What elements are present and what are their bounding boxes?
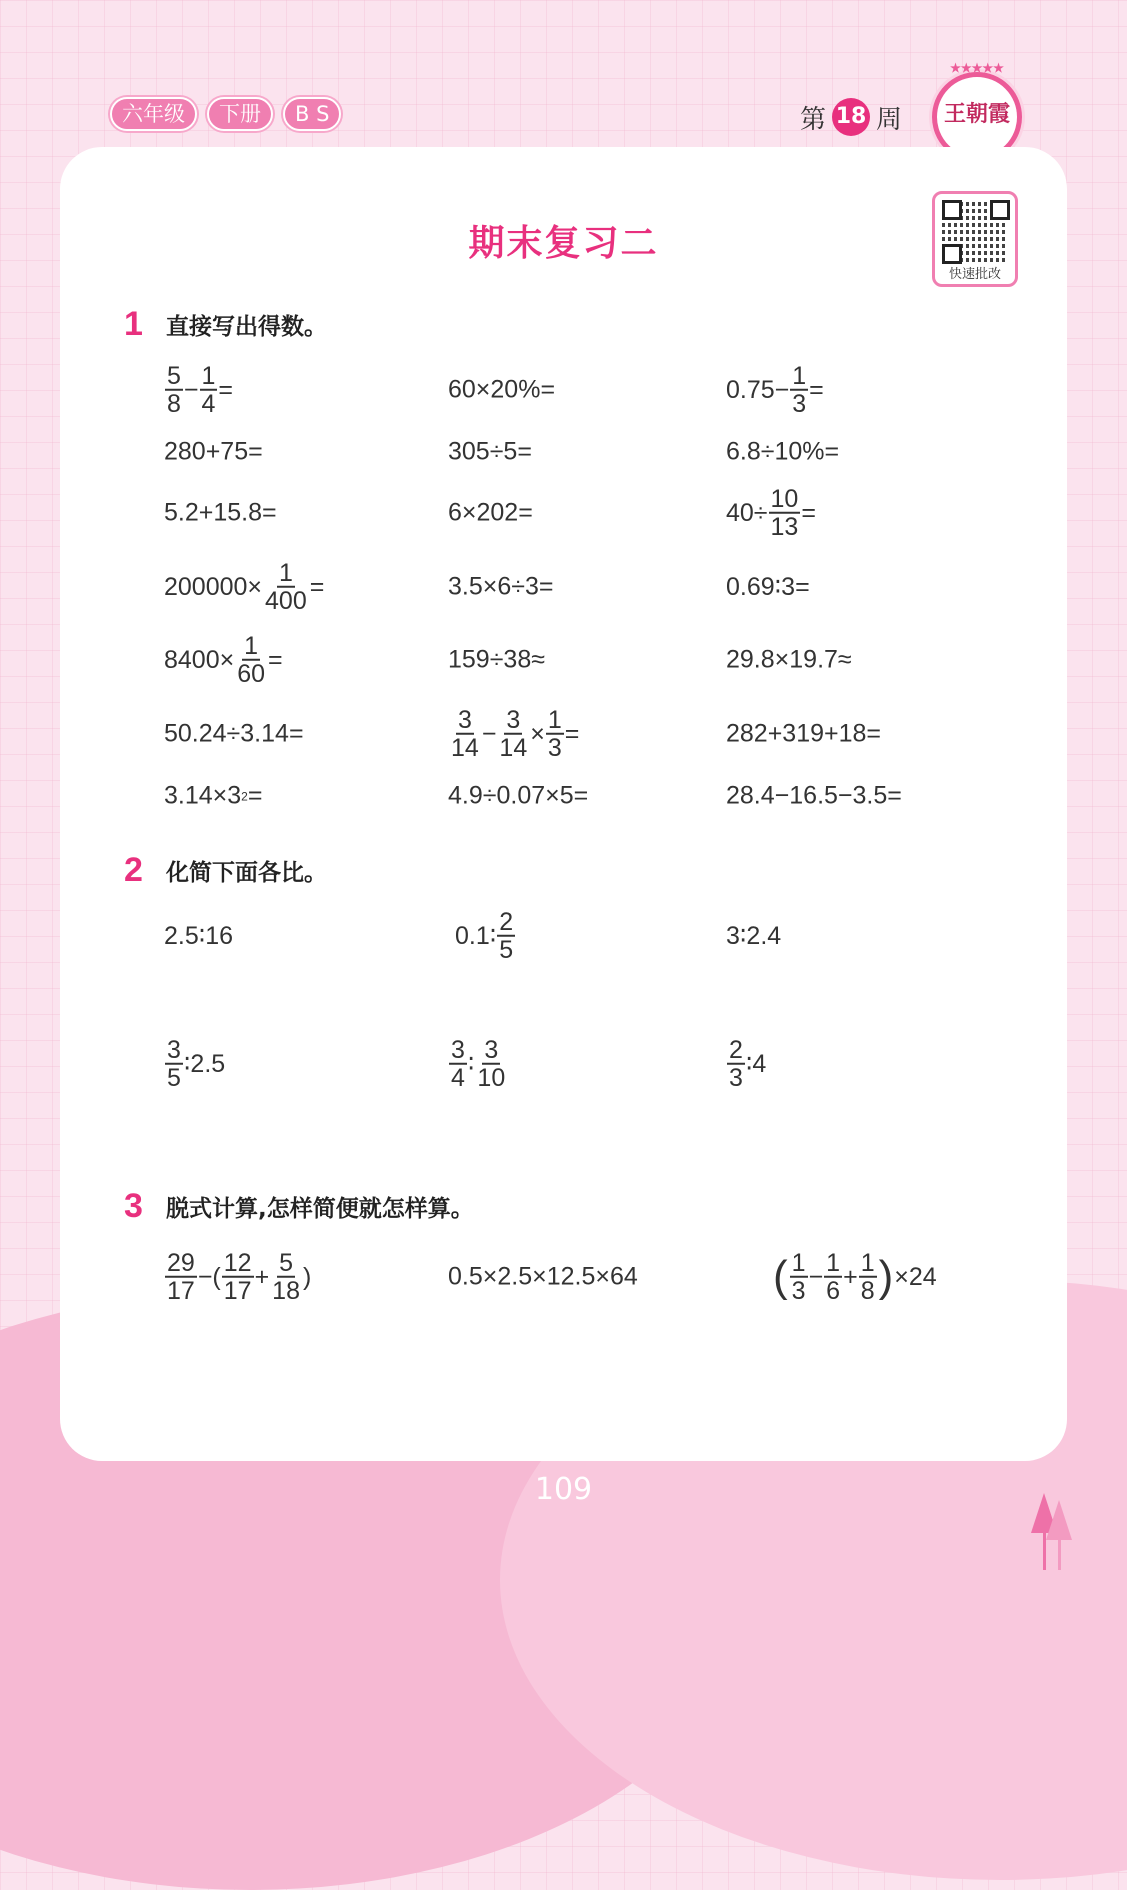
fraction: $\frac{10}{13}$: [770, 484, 799, 541]
problem: 3.14×3 2 =: [164, 781, 263, 810]
fraction: $\frac{1}{3}$: [547, 705, 562, 762]
section-number: 2: [124, 851, 143, 889]
section-instruction: 化简下面各比。: [166, 860, 327, 886]
section-number: 3: [124, 1187, 143, 1225]
problem: 5.2+15.8=: [164, 498, 277, 527]
fraction: $\frac{5}{18}$: [272, 1248, 300, 1305]
problem: $\frac{3}{5}$ ∶2.5: [167, 1035, 226, 1092]
problem: 0.75− $\frac{1}{3}$ =: [726, 361, 824, 418]
problem: 50.24÷3.14=: [164, 719, 304, 748]
problem: 60×20%=: [448, 375, 556, 404]
fraction: $\frac{1}{400}$: [265, 558, 307, 615]
fraction: $\frac{2}{3}$: [729, 1035, 743, 1092]
problem: 3.5×6÷3=: [448, 572, 554, 601]
logo-text: 王朝霞: [943, 101, 1010, 127]
problem: 8400× $\frac{1}{60}$ =: [164, 631, 283, 688]
fraction: $\frac{3}{5}$: [167, 1035, 181, 1092]
week-prefix: 第: [800, 104, 827, 135]
fraction: $\frac{3}{14}$: [499, 705, 528, 762]
problem: 40÷ $\frac{10}{13}$ =: [726, 484, 816, 541]
grade-tag: 六年级: [110, 97, 197, 131]
section-2-heading: [124, 851, 327, 890]
problem: 29.8×19.7≈: [726, 645, 852, 674]
volume-tag: 下册: [207, 97, 273, 131]
arrow-stem: [1058, 1537, 1061, 1570]
problem: 282+319+18=: [726, 719, 882, 748]
problem: 0.5×2.5×12.5×64: [448, 1262, 638, 1291]
section-number: 1: [124, 305, 143, 343]
problem: 0.1∶ $\frac{2}{5}$: [455, 907, 514, 964]
fraction: $\frac{12}{17}$: [223, 1248, 252, 1305]
problem: $\frac{2}{3}$ ∶4: [729, 1035, 767, 1092]
fraction: $\frac{1}{4}$: [201, 361, 216, 418]
fraction: $\frac{1}{8}$: [860, 1248, 875, 1305]
problem: $\frac{3}{14}$ − $\frac{3}{14}$ × $\frac{1}{3}$ =: [451, 705, 580, 762]
fraction: $\frac{1}{3}$: [791, 1248, 806, 1305]
logo-stars: ★★★★★: [950, 61, 1004, 75]
week-number: 18: [832, 98, 870, 136]
problem: 280+75=: [164, 437, 263, 466]
fraction: $\frac{3}{14}$: [451, 705, 479, 762]
problem: 28.4−16.5−3.5=: [726, 781, 902, 810]
fraction: $\frac{2}{5}$: [499, 907, 514, 964]
problem: ( $\frac{1}{3}$ − $\frac{1}{6}$ + $\frac{1}{8}$ ) ×24: [773, 1248, 937, 1305]
problem: 159÷38≈: [448, 645, 545, 674]
edition-tag: B S: [283, 97, 341, 131]
qr-corner-icon: [990, 200, 1010, 220]
fraction: $\frac{1}{60}$: [237, 631, 266, 688]
problem: 3∶2.4: [726, 922, 782, 950]
grade-tags: [110, 97, 341, 131]
problem: 0.69∶3=: [726, 573, 810, 601]
qr-corner-icon: [942, 200, 962, 220]
problem: 200000× $\frac{1}{400}$ =: [164, 558, 325, 615]
section-instruction: 直接写出得数。: [166, 314, 327, 340]
week-indicator: [800, 98, 902, 136]
problem: $\frac{5}{8}$ − $\frac{1}{4}$ =: [167, 361, 234, 418]
page-number: 109: [534, 1472, 593, 1507]
qr-code[interactable]: [932, 191, 1018, 287]
week-suffix: 周: [876, 104, 903, 135]
qr-label: 快速批改: [948, 267, 1001, 282]
problem: 2.5∶16: [164, 922, 234, 950]
problem: 6×202=: [448, 498, 533, 527]
arrow-up-icon: [1046, 1500, 1072, 1540]
fraction: $\frac{1}{6}$: [826, 1248, 841, 1305]
problem: 305÷5=: [448, 437, 532, 466]
section-3-heading: [124, 1187, 474, 1226]
section-1-heading: [124, 305, 327, 344]
fraction: $\frac{1}{3}$: [792, 361, 807, 418]
fraction: $\frac{29}{17}$: [167, 1248, 195, 1305]
qr-corner-icon: [942, 244, 962, 264]
problem: 4.9÷0.07×5=: [448, 781, 589, 810]
fraction: $\frac{5}{8}$: [167, 361, 181, 418]
problem: $\frac{3}{4}$ ∶ $\frac{3}{10}$: [451, 1035, 506, 1092]
page-title: 期末复习二: [468, 223, 659, 264]
fraction: $\frac{3}{10}$: [477, 1035, 506, 1092]
problem: $\frac{29}{17}$ −( $\frac{12}{17}$ + $\frac{5}{18}$ ): [167, 1248, 312, 1305]
problem: 6.8÷10%=: [726, 437, 840, 466]
section-instruction: 脱式计算,怎样简便就怎样算。: [166, 1196, 474, 1222]
fraction: $\frac{3}{4}$: [451, 1035, 465, 1092]
worksheet-card: [60, 147, 1067, 1461]
